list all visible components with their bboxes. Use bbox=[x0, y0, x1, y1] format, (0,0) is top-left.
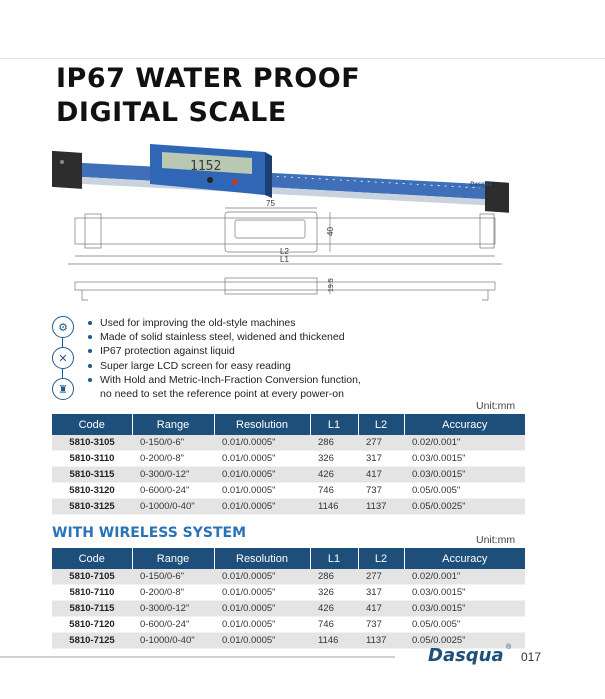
tools-icon: ✕ bbox=[52, 347, 74, 369]
feature-item: Made of solid stainless steel, widened and thickened bbox=[88, 330, 361, 344]
cell-code: 5810-3105 bbox=[52, 435, 132, 451]
cell-code: 5810-3115 bbox=[52, 467, 132, 483]
footer-divider bbox=[0, 656, 395, 658]
dim-width: 75 bbox=[266, 199, 275, 208]
col-l2: L2 bbox=[358, 548, 404, 569]
brand-logo: Dasqua bbox=[428, 645, 504, 666]
table-row bbox=[52, 499, 525, 515]
cell-code: 5810-7115 bbox=[52, 601, 132, 617]
col-resolution: Resolution bbox=[214, 548, 310, 569]
cell-range: 0-300/0-12" bbox=[132, 601, 214, 617]
table-row bbox=[52, 601, 525, 617]
dim-l1: L1 bbox=[280, 255, 289, 264]
spec-table-standard bbox=[52, 414, 525, 515]
cell-l2: 417 bbox=[358, 467, 404, 483]
cell-resolution: 0.01/0.0005" bbox=[214, 601, 310, 617]
cell-l1: 426 bbox=[310, 467, 358, 483]
col-l2: L2 bbox=[358, 414, 404, 435]
cell-range: 0-600/0-24" bbox=[132, 617, 214, 633]
table-row bbox=[52, 585, 525, 601]
table-row bbox=[52, 467, 525, 483]
feature-item: IP67 protection against liquid bbox=[88, 344, 361, 358]
feature-item: Super large LCD screen for easy reading bbox=[88, 359, 361, 373]
table-row bbox=[52, 451, 525, 467]
col-code: Code bbox=[52, 414, 132, 435]
cell-resolution: 0.01/0.0005" bbox=[214, 483, 310, 499]
table-row bbox=[52, 617, 525, 633]
cell-resolution: 0.01/0.0005" bbox=[214, 499, 310, 515]
cell-l2: 277 bbox=[358, 435, 404, 451]
cell-l1: 1146 bbox=[310, 633, 358, 649]
cell-accuracy: 0.05/0.0025" bbox=[404, 633, 525, 649]
cell-range: 0-600/0-24" bbox=[132, 483, 214, 499]
table-row bbox=[52, 435, 525, 451]
cell-range: 0-1000/0-40" bbox=[132, 499, 214, 515]
gear-icon: ⚙ bbox=[52, 316, 74, 338]
dim-depth: 19.5 bbox=[328, 278, 335, 292]
table-row bbox=[52, 483, 525, 499]
col-range: Range bbox=[132, 414, 214, 435]
cell-code: 5810-3125 bbox=[52, 499, 132, 515]
feature-item: Used for improving the old-style machines bbox=[88, 316, 361, 330]
top-divider bbox=[0, 58, 605, 59]
cell-range: 0-150/0-6" bbox=[132, 569, 214, 585]
spec-table-wireless bbox=[52, 548, 525, 649]
registered-mark: ® bbox=[506, 644, 512, 651]
col-accuracy: Accuracy bbox=[404, 548, 525, 569]
cell-accuracy: 0.03/0.0015" bbox=[404, 467, 525, 483]
bottom-view-drawing bbox=[75, 278, 495, 300]
section-title-wireless: WITH WIRELESS SYSTEM bbox=[52, 525, 247, 541]
title-line-2: DIGITAL SCALE bbox=[56, 97, 287, 128]
cell-accuracy: 0.05/0.005" bbox=[404, 617, 525, 633]
cell-l2: 737 bbox=[358, 617, 404, 633]
unit-label: Unit:mm bbox=[476, 534, 516, 546]
cell-l1: 286 bbox=[310, 569, 358, 585]
cell-l1: 746 bbox=[310, 617, 358, 633]
cell-range: 0-200/0-8" bbox=[132, 451, 214, 467]
cell-code: 5810-7125 bbox=[52, 633, 132, 649]
cell-accuracy: 0.05/0.0025" bbox=[404, 499, 525, 515]
feature-item: no need to set the reference point at every power-on bbox=[100, 388, 344, 401]
cell-resolution: 0.01/0.0005" bbox=[214, 467, 310, 483]
cell-l1: 286 bbox=[310, 435, 358, 451]
cell-l2: 737 bbox=[358, 483, 404, 499]
cell-resolution: 0.01/0.0005" bbox=[214, 585, 310, 601]
table-header-row bbox=[52, 548, 525, 569]
trophy-icon: ♜ bbox=[52, 378, 74, 400]
table-row bbox=[52, 569, 525, 585]
cell-code: 5810-7120 bbox=[52, 617, 132, 633]
cell-l1: 426 bbox=[310, 601, 358, 617]
cell-l2: 1137 bbox=[358, 633, 404, 649]
dim-height: 40 bbox=[326, 227, 335, 236]
cell-range: 0-150/0-6" bbox=[132, 435, 214, 451]
cell-range: 0-1000/0-40" bbox=[132, 633, 214, 649]
cell-accuracy: 0.03/0.0015" bbox=[404, 451, 525, 467]
cell-resolution: 0.01/0.0005" bbox=[214, 633, 310, 649]
cell-resolution: 0.01/0.0005" bbox=[214, 451, 310, 467]
title-line-1: IP67 WATER PROOF bbox=[56, 63, 361, 94]
cell-accuracy: 0.02/0.001" bbox=[404, 435, 525, 451]
col-resolution: Resolution bbox=[214, 414, 310, 435]
col-code: Code bbox=[52, 548, 132, 569]
cell-resolution: 0.01/0.0005" bbox=[214, 569, 310, 585]
page-number: 017 bbox=[521, 650, 542, 664]
product-illustration bbox=[40, 140, 540, 310]
cell-l2: 277 bbox=[358, 569, 404, 585]
cell-code: 5810-7110 bbox=[52, 585, 132, 601]
scale-rail bbox=[52, 151, 509, 213]
cell-l2: 1137 bbox=[358, 499, 404, 515]
icon-connector bbox=[62, 368, 63, 378]
cell-l2: 417 bbox=[358, 601, 404, 617]
cell-l1: 326 bbox=[310, 451, 358, 467]
cell-code: 5810-7105 bbox=[52, 569, 132, 585]
cell-accuracy: 0.03/0.0015" bbox=[404, 585, 525, 601]
cell-accuracy: 0.05/0.005" bbox=[404, 483, 525, 499]
cell-l1: 1146 bbox=[310, 499, 358, 515]
col-l1: L1 bbox=[310, 414, 358, 435]
feature-items bbox=[88, 316, 361, 401]
col-accuracy: Accuracy bbox=[404, 414, 525, 435]
page-title bbox=[56, 62, 360, 130]
dim-l2: L2 bbox=[280, 247, 289, 256]
cell-range: 0-200/0-8" bbox=[132, 585, 214, 601]
cell-code: 5810-3110 bbox=[52, 451, 132, 467]
col-l1: L1 bbox=[310, 548, 358, 569]
unit-label: Unit:mm bbox=[476, 400, 516, 412]
cell-accuracy: 0.02/0.001" bbox=[404, 569, 525, 585]
cell-l1: 326 bbox=[310, 585, 358, 601]
cell-l2: 317 bbox=[358, 585, 404, 601]
cell-l1: 746 bbox=[310, 483, 358, 499]
table-header-row bbox=[52, 414, 525, 435]
lcd-readout: 1152 bbox=[190, 159, 222, 174]
icon-connector bbox=[62, 337, 63, 347]
scale-brand: Dasqua bbox=[470, 182, 492, 188]
cell-resolution: 0.01/0.0005" bbox=[214, 617, 310, 633]
cell-accuracy: 0.03/0.0015" bbox=[404, 601, 525, 617]
cell-range: 0-300/0-12" bbox=[132, 467, 214, 483]
cell-code: 5810-3120 bbox=[52, 483, 132, 499]
cell-resolution: 0.01/0.0005" bbox=[214, 435, 310, 451]
col-range: Range bbox=[132, 548, 214, 569]
feature-item: With Hold and Metric-Inch-Fraction Conversion function, bbox=[88, 373, 361, 387]
cell-l2: 317 bbox=[358, 451, 404, 467]
